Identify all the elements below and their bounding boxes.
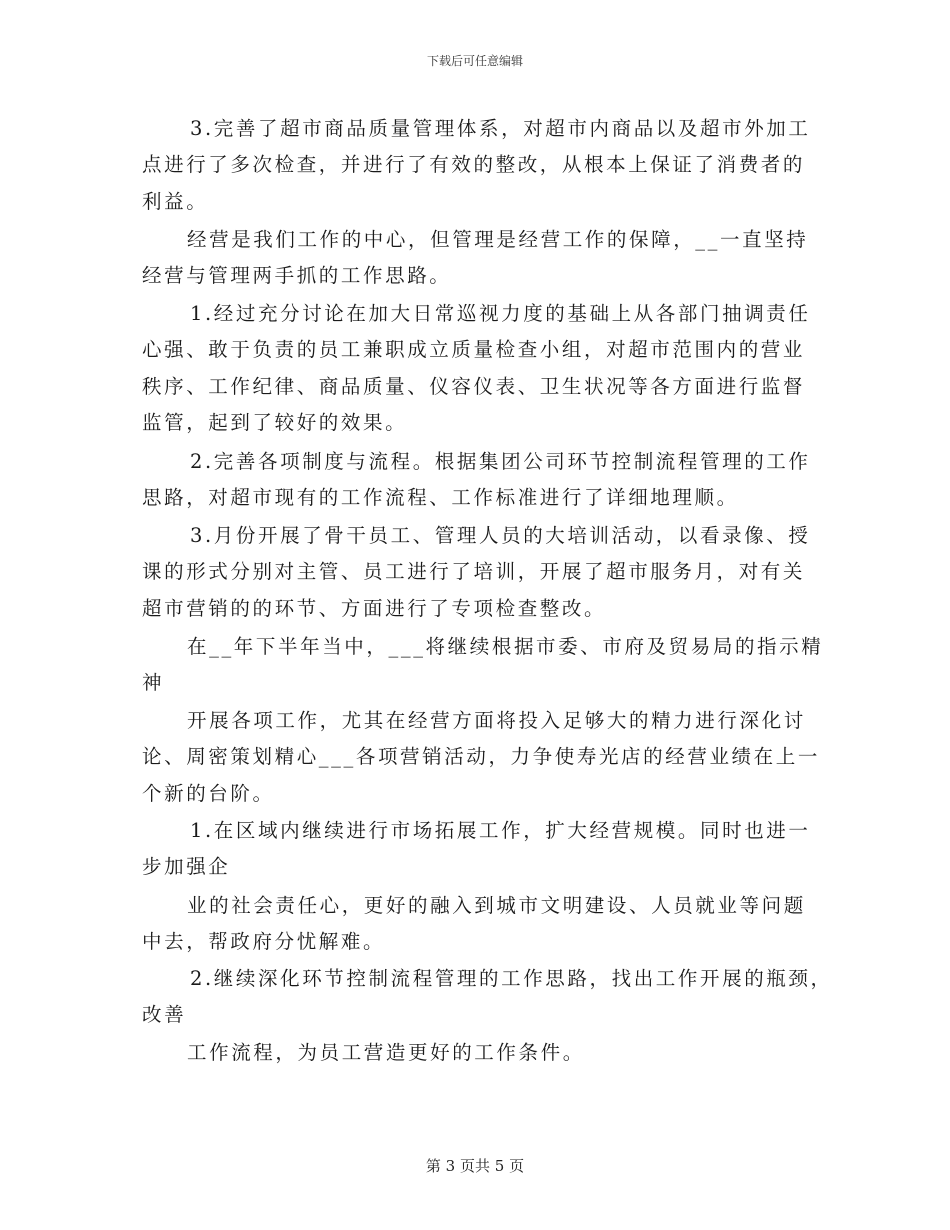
text-line: 监管，起到了较好的效果。 [142, 411, 408, 434]
text-line: 超市营销的的环节、方面进行了专项检查整改。 [142, 597, 607, 620]
text-line: 步加强企 [142, 855, 231, 878]
text-line: 3.月份开展了骨干员工、管理人员的大培训活动，以看录像、授 [190, 524, 811, 547]
text-line: 经营与管理两手抓的工作思路。 [142, 264, 452, 287]
text-line: 1.在区域内继续进行市场拓展工作，扩大经营规模。同时也进一 [190, 819, 811, 842]
text-line: 2.完善各项制度与流程。根据集团公司环节控制流程管理的工作 [190, 450, 811, 473]
page-header: 下载后可任意编辑 [426, 54, 523, 68]
text-line: 2.继续深化环节控制流程管理的工作思路，找出工作开展的瓶颈， [190, 967, 833, 990]
text-line: 个新的台阶。 [142, 782, 275, 805]
text-line: 思路，对超市现有的工作流程、工作标准进行了详细地理顺。 [142, 486, 739, 509]
text-line: 利益。 [142, 190, 209, 213]
page-footer: 第 3 页共 5 页 [425, 1157, 525, 1175]
text-line: 中去，帮政府分忧解难。 [142, 930, 386, 953]
text-line: 心强、敢于负责的员工兼职成立质量检查小组，对超市范围内的营业 [142, 338, 806, 361]
text-line: 业的社会责任心，更好的融入到城市文明建设、人员就业等问题 [187, 894, 806, 917]
text-line: 经营是我们工作的中心，但管理是经营工作的保障，__一直坚持 [187, 228, 809, 251]
text-line: 在__年下半年当中，___将继续根据市委、市府及贸易局的指示精 [187, 635, 824, 658]
text-line: 秩序、工作纪律、商品质量、仪容仪表、卫生状况等各方面进行监督 [142, 375, 806, 398]
text-line: 点进行了多次检查，并进行了有效的整改，从根本上保证了消费者的 [142, 153, 806, 176]
text-line: 1.经过充分讨论在加大日常巡视力度的基础上从各部门抽调责任 [190, 302, 811, 325]
text-line: 3.完善了超市商品质量管理体系，对超市内商品以及超市外加工 [190, 117, 811, 140]
text-line: 神 [142, 671, 165, 694]
text-line: 开展各项工作，尤其在经营方面将投入足够大的精力进行深化讨 [187, 709, 806, 732]
text-line: 论、周密策划精心___各项营销活动，力争使寿光店的经营业绩在上一 [142, 745, 820, 768]
text-line: 课的形式分别对主管、员工进行了培训，开展了超市服务月，对有关 [142, 560, 806, 583]
text-line: 改善 [142, 1003, 187, 1026]
text-line: 工作流程，为员工营造更好的工作条件。 [187, 1041, 585, 1064]
